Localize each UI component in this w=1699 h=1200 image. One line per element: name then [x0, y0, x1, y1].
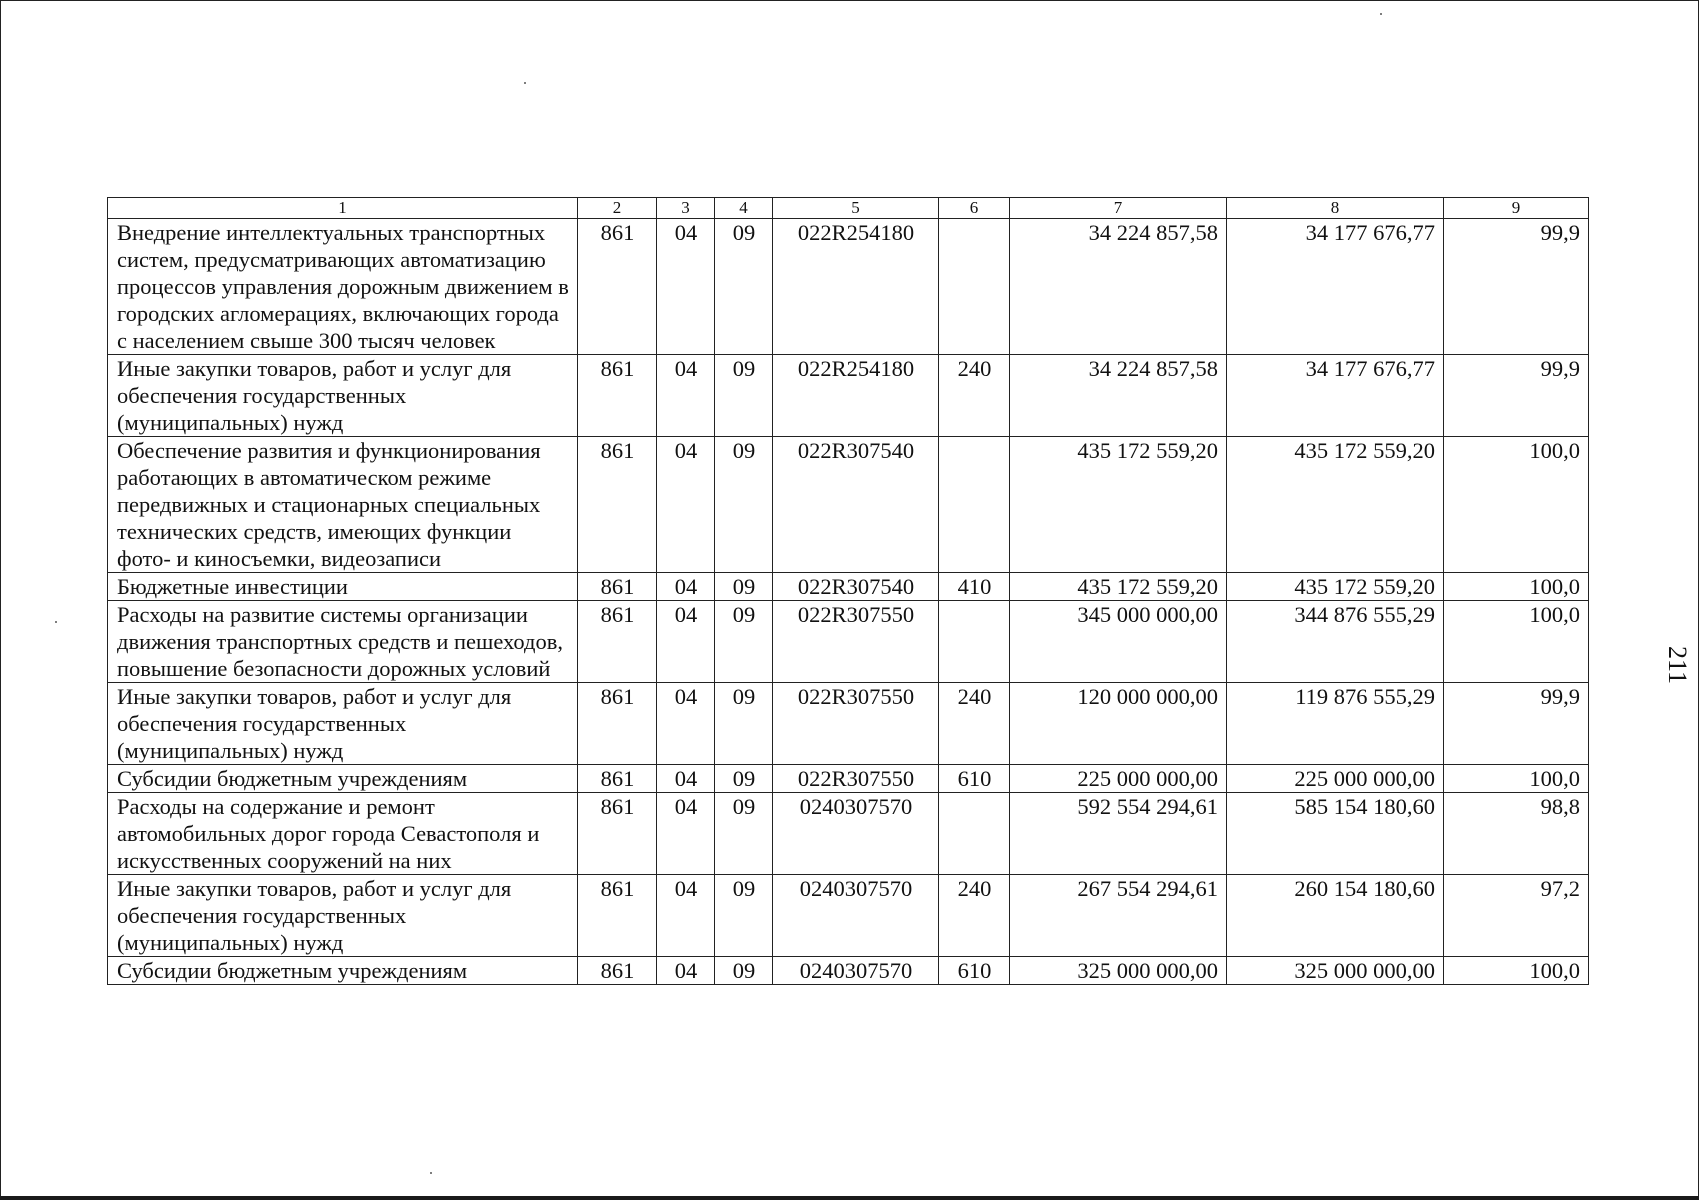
executed-amount: 34 177 676,77	[1227, 355, 1444, 437]
expense-type-code: 410	[939, 573, 1010, 601]
row-name: Обеспечение развития и функционирования работающих в автоматическом режиме передвижных и стационарных специальных технических средств, имеющих функции фото- и киносъемки, видеозаписи	[108, 437, 578, 573]
table-row	[108, 875, 1589, 957]
row-name: Бюджетные инвестиции	[108, 573, 578, 601]
scan-speck	[524, 82, 526, 84]
target-article-code: 022R307550	[773, 683, 939, 765]
header-cell-5: 5	[773, 198, 939, 219]
table-row	[108, 683, 1589, 765]
executed-amount: 260 154 180,60	[1227, 875, 1444, 957]
subsection-code: 09	[715, 875, 773, 957]
executed-amount: 435 172 559,20	[1227, 573, 1444, 601]
header-cell-1: 1	[108, 198, 578, 219]
execution-percent: 99,9	[1444, 683, 1589, 765]
section-code: 04	[657, 573, 715, 601]
planned-amount: 592 554 294,61	[1010, 793, 1227, 875]
row-name: Иные закупки товаров, работ и услуг для обеспечения государственных (муниципальных) нужд	[108, 875, 578, 957]
execution-percent: 100,0	[1444, 437, 1589, 573]
target-article-code: 0240307570	[773, 875, 939, 957]
planned-amount: 34 224 857,58	[1010, 219, 1227, 355]
target-article-code: 022R307540	[773, 573, 939, 601]
planned-amount: 225 000 000,00	[1010, 765, 1227, 793]
ministry-code: 861	[578, 601, 657, 683]
execution-percent: 98,8	[1444, 793, 1589, 875]
expense-type-code	[939, 219, 1010, 355]
section-code: 04	[657, 355, 715, 437]
subsection-code: 09	[715, 219, 773, 355]
target-article-code: 022R307540	[773, 437, 939, 573]
header-cell-6: 6	[939, 198, 1010, 219]
table-row	[108, 437, 1589, 573]
executed-amount: 119 876 555,29	[1227, 683, 1444, 765]
row-name: Внедрение интеллектуальных транспортных систем, предусматривающих автоматизацию процессов управления дорожным движением в городских агломерациях, включающих города с населением свыше 300 тысяч человек	[108, 219, 578, 355]
scan-speck	[55, 621, 57, 623]
table-row	[108, 793, 1589, 875]
ministry-code: 861	[578, 683, 657, 765]
expense-type-code	[939, 601, 1010, 683]
header-cell-2: 2	[578, 198, 657, 219]
table-row	[108, 573, 1589, 601]
section-code: 04	[657, 793, 715, 875]
section-code: 04	[657, 437, 715, 573]
expense-type-code: 240	[939, 875, 1010, 957]
section-code: 04	[657, 683, 715, 765]
target-article-code: 0240307570	[773, 793, 939, 875]
subsection-code: 09	[715, 765, 773, 793]
subsection-code: 09	[715, 601, 773, 683]
expense-type-code: 240	[939, 683, 1010, 765]
header-cell-9: 9	[1444, 198, 1589, 219]
subsection-code: 09	[715, 957, 773, 985]
executed-amount: 585 154 180,60	[1227, 793, 1444, 875]
target-article-code: 022R307550	[773, 601, 939, 683]
row-name: Субсидии бюджетным учреждениям	[108, 765, 578, 793]
ministry-code: 861	[578, 957, 657, 985]
header-cell-8: 8	[1227, 198, 1444, 219]
expense-type-code	[939, 437, 1010, 573]
ministry-code: 861	[578, 793, 657, 875]
table-row	[108, 601, 1589, 683]
ministry-code: 861	[578, 573, 657, 601]
target-article-code: 0240307570	[773, 957, 939, 985]
planned-amount: 435 172 559,20	[1010, 573, 1227, 601]
ministry-code: 861	[578, 437, 657, 573]
planned-amount: 267 554 294,61	[1010, 875, 1227, 957]
planned-amount: 34 224 857,58	[1010, 355, 1227, 437]
execution-percent: 97,2	[1444, 875, 1589, 957]
table-row	[108, 219, 1589, 355]
row-name: Расходы на развитие системы организации движения транспортных средств и пешеходов, повышение безопасности дорожных условий	[108, 601, 578, 683]
executed-amount: 34 177 676,77	[1227, 219, 1444, 355]
table-row	[108, 957, 1589, 985]
subsection-code: 09	[715, 437, 773, 573]
section-code: 04	[657, 875, 715, 957]
budget-table	[107, 197, 1589, 985]
planned-amount: 325 000 000,00	[1010, 957, 1227, 985]
execution-percent: 100,0	[1444, 765, 1589, 793]
execution-percent: 99,9	[1444, 219, 1589, 355]
planned-amount: 120 000 000,00	[1010, 683, 1227, 765]
executed-amount: 435 172 559,20	[1227, 437, 1444, 573]
executed-amount: 325 000 000,00	[1227, 957, 1444, 985]
row-name: Иные закупки товаров, работ и услуг для обеспечения государственных (муниципальных) нужд	[108, 355, 578, 437]
expense-type-code: 610	[939, 957, 1010, 985]
page-number: 211	[1663, 645, 1692, 685]
ministry-code: 861	[578, 875, 657, 957]
table-row	[108, 765, 1589, 793]
subsection-code: 09	[715, 355, 773, 437]
executed-amount: 225 000 000,00	[1227, 765, 1444, 793]
planned-amount: 435 172 559,20	[1010, 437, 1227, 573]
header-cell-4: 4	[715, 198, 773, 219]
scan-speck	[1380, 13, 1382, 15]
expense-type-code: 240	[939, 355, 1010, 437]
row-name: Субсидии бюджетным учреждениям	[108, 957, 578, 985]
ministry-code: 861	[578, 219, 657, 355]
expense-type-code	[939, 793, 1010, 875]
execution-percent: 100,0	[1444, 573, 1589, 601]
page-edge	[0, 1196, 1699, 1200]
ministry-code: 861	[578, 355, 657, 437]
scan-speck	[430, 1172, 432, 1174]
section-code: 04	[657, 601, 715, 683]
subsection-code: 09	[715, 683, 773, 765]
header-row	[108, 198, 1589, 219]
section-code: 04	[657, 219, 715, 355]
section-code: 04	[657, 957, 715, 985]
target-article-code: 022R254180	[773, 355, 939, 437]
section-code: 04	[657, 765, 715, 793]
subsection-code: 09	[715, 793, 773, 875]
header-cell-3: 3	[657, 198, 715, 219]
planned-amount: 345 000 000,00	[1010, 601, 1227, 683]
target-article-code: 022R254180	[773, 219, 939, 355]
execution-percent: 99,9	[1444, 355, 1589, 437]
ministry-code: 861	[578, 765, 657, 793]
expense-type-code: 610	[939, 765, 1010, 793]
header-cell-7: 7	[1010, 198, 1227, 219]
row-name: Иные закупки товаров, работ и услуг для обеспечения государственных (муниципальных) нужд	[108, 683, 578, 765]
executed-amount: 344 876 555,29	[1227, 601, 1444, 683]
execution-percent: 100,0	[1444, 957, 1589, 985]
subsection-code: 09	[715, 573, 773, 601]
execution-percent: 100,0	[1444, 601, 1589, 683]
table-row	[108, 355, 1589, 437]
row-name: Расходы на содержание и ремонт автомобильных дорог города Севастополя и искусственных сооружений на них	[108, 793, 578, 875]
target-article-code: 022R307550	[773, 765, 939, 793]
